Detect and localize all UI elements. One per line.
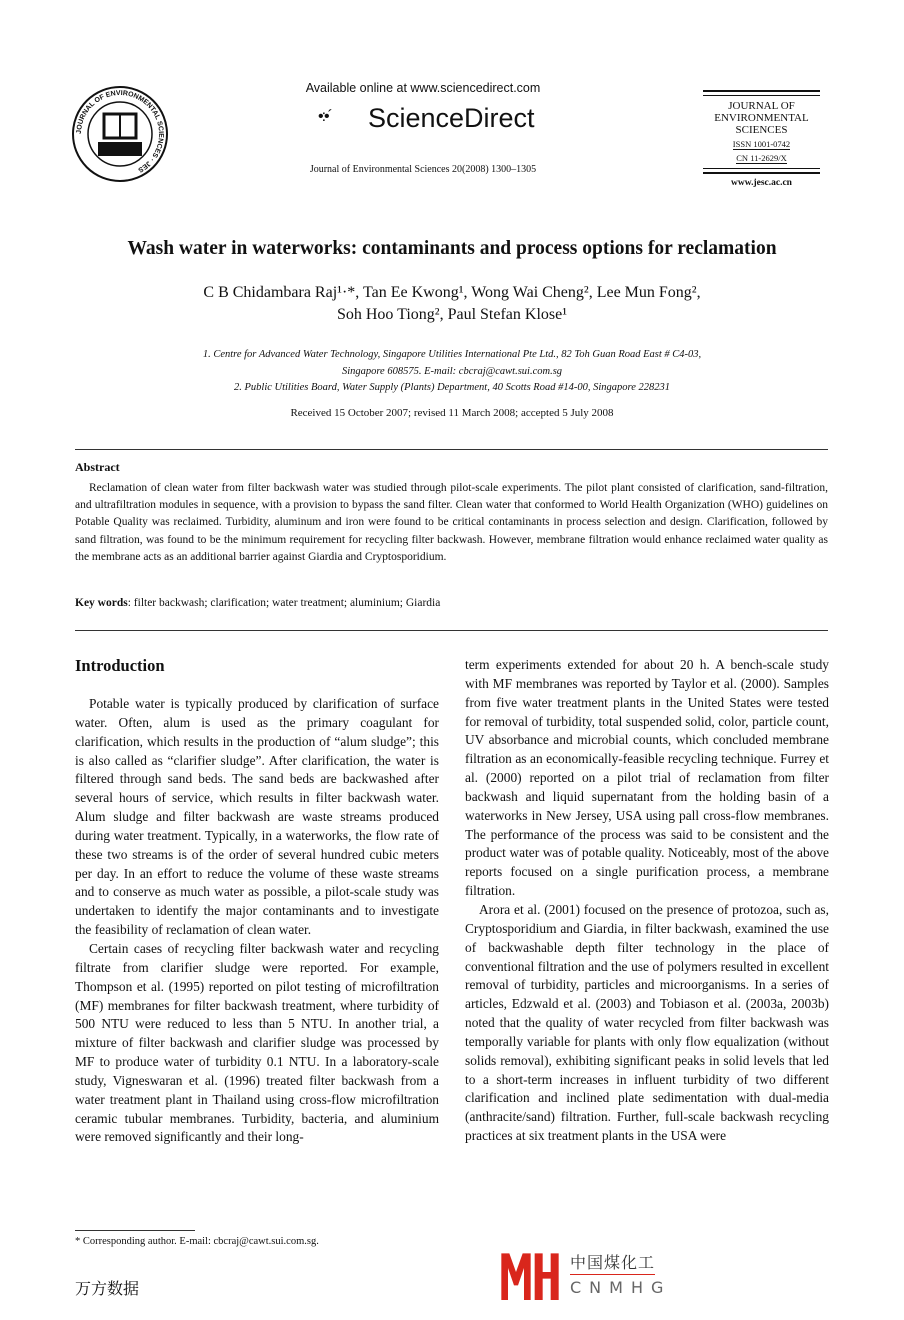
introduction-heading: Introduction [75,656,165,675]
footnote: * Corresponding author. E-mail: cbcraj@cawt.sui.com.sg. [75,1236,319,1247]
authors-line: C B Chidambara Raj¹·*, Tan Ee Kwong¹, Wong Wai Cheng², Lee Mun Fong², [203,284,701,301]
abstract-text: Reclamation of clean water from filter backwash water was studied through pilot-scale experiments. The pilot plant consisted of clarification, sand-filtration, and ultrafiltration modules in sequence, with a provision to bypass the sand filter. Clean water that conformed to World Health Organization (WHO) guidelines on Potable Quality was reclaimed. Turbidity, aluminum and iron were found to be critical contaminants in process selection and design. Clarification, followed by sand filtration, was found to be the minimum requirement for recycling filter backwash. However, membrane filtration would enhance reclaimed water quality as the membrane acts as an additional barrier against Giardia and Cryptosporidium. [75,482,828,563]
jes-journal-logo [70,84,170,184]
cn-number: CN 11-2629/X [736,153,787,163]
sciencedirect-logo [318,103,535,134]
sciencedirect-wordmark: ScienceDirect [368,103,535,133]
keywords-list: : filter backwash; clarification; water treatment; aluminium; Giardia [127,597,441,609]
authors-line: Soh Hoo Tiong², Paul Stefan Klose¹ [336,306,568,323]
journal-reference: Journal of Environmental Sciences 20(2008) 1300–1305 [309,164,537,175]
left-column [75,695,439,1147]
keywords [75,597,440,609]
paragraph: Arora et al. (2001) focused on the presence of protozoa, such as, Cryptosporidium and Giardia, in filter backwash, examined the use of backwashable depth filter technology in the place of conventional filtration and the use of polymers resulted in excellent removal of turbidity, particles and microorganisms. In a series of articles, Edzwald et al. (2003) and Tobiason et al. (2003a, 2003b) noted that the quality of water recycled from filter backwash was temporally variable for plants with only flow equalization (without solids removal), exhibiting significant peaks in solid levels that led to a short-term increases in influent turbidity of two different clarification and inclined plate sedimentation with dual-media (anthracite/sand) filtration. Further, full-scale backwash recycling practices at six treatment plants in the USA were [465,901,829,1144]
watermark-chinese-text: 中国煤化工 [570,1250,655,1275]
affiliation: Singapore 608575. E-mail: cbcraj@cawt.sui.com.sg [341,365,563,377]
wanfang-watermark: 万方数据 [75,1279,140,1298]
received-dates: Received 15 October 2007; revised 11 March 2008; accepted 5 July 2008 [290,407,614,419]
paragraph: Potable water is typically produced by clarification of surface water. Often, alum is used as the primary coagulant for clarification, which results in the production of “alum sludge”; this is also called as “clarifier sludge”. After clarification, the water is filtered through sand beds. The sand beds are backwashed after several hours of service, which results in filter backwash water. Alum sludge and filter backwash are waste streams produced during water treatment. Typically, in a waterworks, the flow rate of these two streams is of the order of several hundred cubic meters per day. In an effort to reduce the volume of these waste streams and to conserve as much water as possible, a pilot-scale study was undertaken to identify the major contaminants and to investigate the feasibility of reclamation of clean water. [75,696,439,938]
keywords-label: Key words [75,597,128,609]
paragraph: term experiments extended for about 20 h. A bench-scale study with MF membranes was reported by Taylor et al. (2000). Samples from five water treatment plants in the United States were tested for removal of turbidity, total suspended solid, color, particle count, UV absorbance and microbial counts, which concluded membrane filtration as an economically-feasible recycling technique. Furrey et al. (2000) reported on a pilot trial of reclamation from filter backwash and liquid supernatant from the holding basin of a waterworks in New Jersey, USA using pall cross-flow membranes. The performance of the process was said to be consistent and the product water was of potable quality. Noticeably, most of the above reports focused on a single purification process, a membrane filtration. [465,657,829,899]
watermark-english-text: CNMHG [570,1278,672,1297]
affiliations [0,347,904,397]
journal-name-line: ENVIRONMENTAL [714,112,809,124]
issn: ISSN 1001-0742 [732,139,791,149]
divider [75,630,828,631]
affiliation: 2. Public Utilities Board, Water Supply (Plants) Department, 40 Scotts Road #14-00, Singapore 228231 [233,382,670,393]
footnote-rule [75,1230,195,1231]
right-column [465,656,829,1146]
available-online-text: Available online at www.sciencedirect.com [305,81,541,95]
sciencedirect-dots-icon: •:•´ [318,108,331,125]
affiliation: 1. Centre for Advanced Water Technology, Singapore Utilities International Pte Ltd., 82 Toh Guan Road East # C4-03, [202,349,702,360]
journal-logo-text: JOURNAL OF ENVIRONMENTAL SCIENCES · JES [75,89,165,174]
journal-url[interactable]: www.jesc.ac.cn [731,178,792,188]
cnmhg-logo-icon [500,1252,560,1300]
divider [75,449,828,450]
journal-name-line: SCIENCES [735,124,788,136]
article-title: Wash water in waterworks: contaminants and process options for reclamation [127,238,777,259]
journal-box [703,90,820,189]
abstract-heading: Abstract [75,460,120,474]
authors [0,282,904,326]
journal-name-line: JOURNAL OF [728,100,795,112]
paragraph: Certain cases of recycling filter backwash water and recycling filtrate from clarifier sludge were reported. For example, Thompson et al. (1995) reported on pilot testing of microfiltration (MF) membranes for filter backwash treatment, where turbidity of 500 NTU were reduced to less than 5 NTU. In another trial, a mixture of filter backwash and clarifier sludge was processed by MF to produce water of turbidity 0.1 NTU. In a laboratory-scale study, Vigneswaran et al. (1996) treated filter backwash from a water treatment plant in Thailand using cross-flow microfiltration ceramic tubular membranes. Turbidity, bacteria, and aluminium were removed significantly and their long- [75,940,439,1145]
